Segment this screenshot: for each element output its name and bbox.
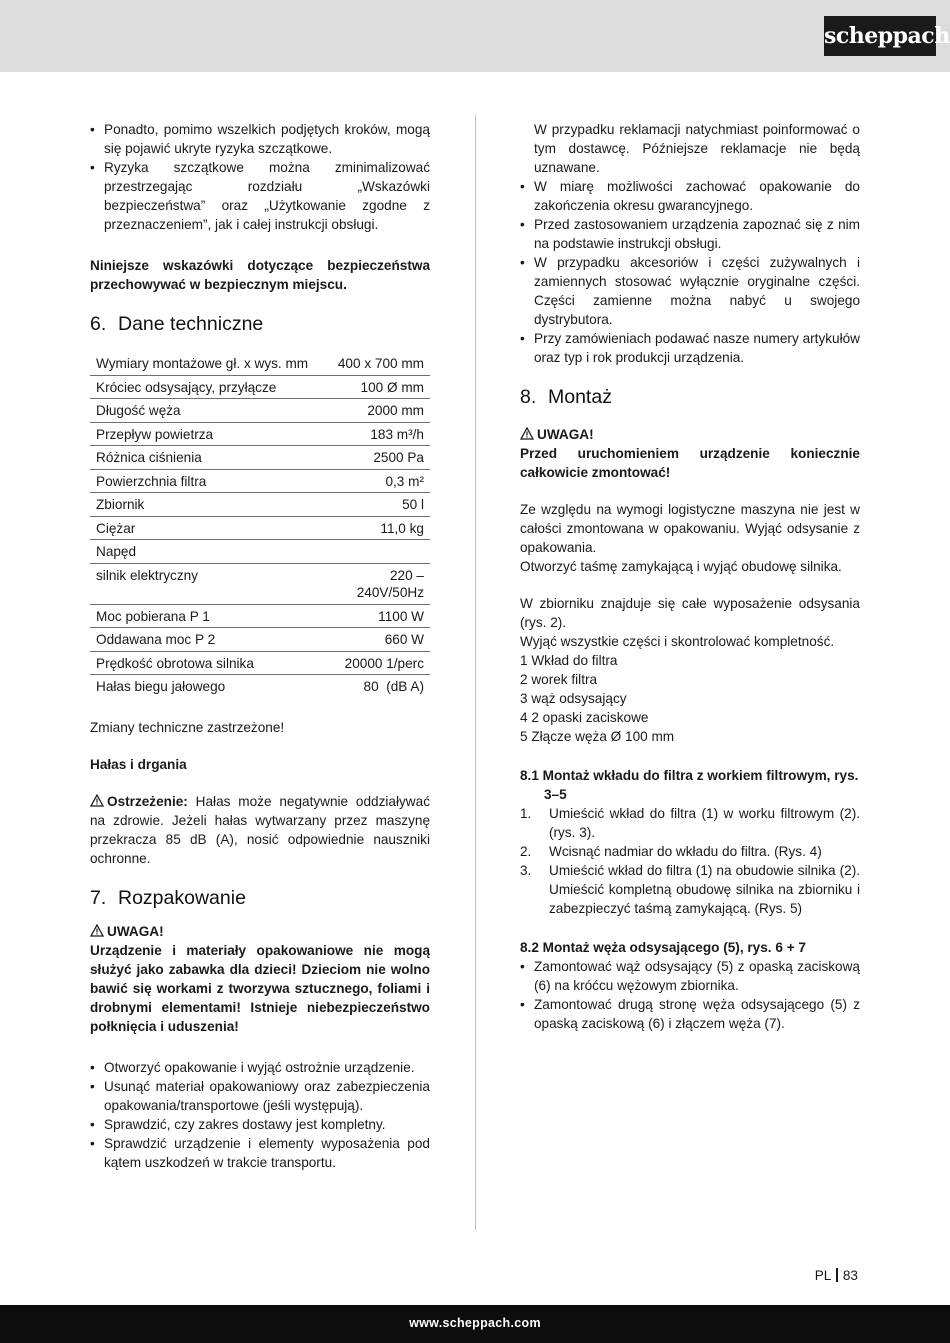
list-item: • Sprawdzić urządzenie i elementy wyposażenia pod kątem uszkodzeń w trakcie transportu. [90, 1134, 430, 1172]
assembly-paragraph: Ze względu na wymogi logistyczne maszyna nie jest w całości zmontowana w opakowaniu. Wyjąć odsysanie z opakowania. [520, 502, 860, 555]
warning-triangle-icon [90, 924, 104, 937]
section-heading-8 [520, 385, 860, 409]
language-code: PL [814, 1268, 832, 1283]
spec-value: 50 l [402, 497, 424, 512]
list-item: 1 Wkład do filtra [520, 653, 618, 668]
spec-value: 11,0 kg [380, 520, 424, 536]
list-item: • Ryzyka szczątkowe można zminimalizować przestrzegając rozdziału „Wskazówki bezpieczeństwa” oraz „Użytkowanie zgodne z przeznaczeniem”, jak i całej instrukcji obsługi. [90, 158, 430, 234]
warning-triangle-icon [90, 794, 104, 807]
changes-note: Zmiany techniczne zastrzeżone! [90, 719, 285, 735]
subsection-heading-8-1: 8.1 Montaż wkładu do filtra z workiem filtrowym, rys. 3–5 [520, 768, 859, 802]
warning-title: UWAGA! [107, 923, 164, 939]
section-heading-6 [90, 312, 430, 336]
safety-keep-note: Niniejsze wskazówki dotyczące bezpieczeństwa przechowywać w bezpiecznym miejscu. [90, 258, 430, 292]
section-number: 8. [520, 386, 537, 408]
parts-list [520, 651, 860, 746]
warning-title: UWAGA! [537, 427, 594, 442]
table-row [90, 651, 430, 675]
table-row [90, 604, 430, 628]
section-heading-7 [90, 886, 430, 910]
noise-heading: Hałas i drgania [90, 756, 187, 772]
spec-label: Prędkość obrotowa silnika [96, 655, 254, 671]
page-number [815, 1266, 858, 1285]
warning-heading [520, 425, 860, 444]
table-row [90, 422, 430, 446]
page-separator [836, 1268, 838, 1282]
column-divider [475, 115, 476, 1230]
table-row [90, 493, 430, 517]
header-band [0, 0, 950, 72]
list-item: • Zamontować drugą stronę węża odsysającego (5) z opaską zaciskową (6) i złączem węża (7). [520, 995, 860, 1033]
list-item: • Otworzyć opakowanie i wyjąć ostrożnie urządzenie. [90, 1058, 430, 1077]
spec-label: Powierzchnia filtra [96, 473, 207, 489]
warning-text: Hałas może negatywnie oddziaływać na zdrowie. Jeżeli hałas wytwarzany przez maszynę przekracza 85 dB (A), nosić odpowiednie nauszniki ochronne. [90, 793, 430, 866]
spec-label: Różnica ciśnienia [96, 450, 202, 465]
table-row [90, 375, 430, 399]
spec-value: 20000 1/perc [344, 655, 424, 671]
assembly-warning: Przed uruchomieniem urządzenie koniecznie całkowicie zmontować! [520, 446, 860, 480]
list-item: • Sprawdzić, czy zakres dostawy jest kompletny. [90, 1115, 430, 1134]
filter-steps [520, 804, 860, 918]
packaging-list [520, 177, 860, 367]
list-item: 4 2 opaski zaciskowe [520, 710, 649, 725]
spec-label: Napęd [96, 544, 137, 559]
spec-value: 183 m³/h [370, 426, 424, 442]
spec-value: 80 (dB A) [363, 679, 424, 694]
table-row [90, 628, 430, 652]
list-item: 3 wąż odsysający [520, 691, 627, 706]
child-safety-warning: Urządzenie i materiały opakowaniowe nie mogą służyć jako zabawka dla dzieci! Dzieciom nie wolno bawić się workami z tworzywa sztucznego, foliami i drobnymi elementami! Istnieje niebezpieczeństwo połknięcia i uduszenia! [90, 942, 430, 1034]
list-item [520, 804, 860, 842]
warning-label: Ostrzeżenie: [107, 793, 188, 809]
section-title: Dane techniczne [118, 313, 264, 335]
table-row [90, 446, 430, 470]
spec-value: 2000 mm [367, 403, 424, 418]
list-item: 2 worek filtra [520, 672, 598, 687]
unpacking-list [90, 1058, 430, 1172]
list-item: • Ponadto, pomimo wszelkich podjętych kroków, mogą się pojawić ukryte ryzyka szczątkowe. [90, 120, 430, 158]
assembly-paragraph: W zbiorniku znajduje się całe wyposażenie odsysania (rys. 2). [520, 596, 860, 630]
section-number: 6. [90, 313, 107, 335]
spec-label: Króciec odsysający, przyłącze [96, 379, 277, 395]
spec-label: Ciężar [96, 520, 136, 536]
spec-label: Przepływ powietrza [96, 426, 214, 442]
footer-url: www.scheppach.com [409, 1316, 541, 1330]
spec-label: Zbiornik [96, 497, 145, 512]
list-item [520, 842, 860, 861]
spec-value: 400 x 700 mm [337, 356, 424, 371]
spec-value: 1100 W [378, 608, 424, 624]
spec-label: Oddawana moc P 2 [96, 632, 216, 647]
spec-value: 0,3 m² [385, 473, 424, 489]
section-title: Rozpakowanie [118, 886, 246, 909]
table-row [90, 540, 430, 564]
residual-risk-list [90, 120, 430, 234]
table-row [90, 563, 430, 604]
left-column [90, 120, 430, 1172]
step-number: 1. [520, 806, 532, 821]
spec-label: Hałas biegu jałowego [96, 679, 226, 694]
spec-value [332, 540, 430, 564]
spec-value: 660 W [384, 632, 424, 647]
list-item: • W przypadku akcesoriów i części zużywalnych i zamiennych stosować wyłącznie oryginalne części. Części zamienne można nabyć u swojego dystrybutora. [520, 253, 860, 329]
step-number: 3. [520, 863, 532, 878]
subsection-heading-8-2: 8.2 Montaż węża odsysającego (5), rys. 6 + 7 [520, 940, 806, 955]
spec-value: 2500 Pa [373, 450, 424, 465]
step-text: Umieścić wkład do filtra (1) na obudowie silnika (2). Umieścić kompletną obudowę silnika na zbiorniku i zabezpieczyć taśmą zamykającą. (Rys. 5) [549, 863, 860, 916]
table-row [90, 469, 430, 493]
warning-heading [90, 922, 430, 941]
list-item: • Usunąć materiał opakowaniowy oraz zabezpieczenia opakowania/transportowe (jeśli występują). [90, 1077, 430, 1115]
list-item: • Przy zamówieniach podawać nasze numery artykułów oraz typ i rok produkcji urządzenia. [520, 329, 860, 367]
brand-logo: scheppach [824, 16, 936, 56]
right-column [520, 120, 860, 1033]
page-number-value: 83 [842, 1268, 858, 1283]
section-title: Montaż [548, 386, 612, 408]
spec-label: Moc pobierana P 1 [96, 608, 210, 624]
step-number: 2. [520, 844, 532, 859]
assembly-paragraph: Wyjąć wszystkie części i skontrolować kompletność. [520, 634, 835, 649]
list-item: • Przed zastosowaniem urządzenia zapoznać się z nim na podstawie instrukcji obsługi. [520, 215, 860, 253]
warning-triangle-icon [520, 427, 534, 440]
noise-warning [90, 792, 430, 868]
table-row [90, 516, 430, 540]
section-number: 7. [90, 886, 107, 909]
spec-value: 220 – 240V/50Hz [356, 567, 424, 600]
step-text: Umieścić wkład do filtra (1) w worku filtrowym (2). (rys. 3). [549, 806, 860, 840]
assembly-paragraph: Otworzyć taśmę zamykającą i wyjąć obudowę silnika. [520, 559, 842, 574]
hose-steps [520, 957, 860, 1033]
spec-value: 100 Ø mm [360, 379, 424, 395]
footer-band [0, 1305, 950, 1343]
list-item [520, 861, 860, 918]
table-row [90, 352, 430, 375]
list-item: • Zamontować wąż odsysający (5) z opaską zaciskową (6) na króćcu wężowym zbiornika. [520, 957, 860, 995]
complaint-text: W przypadku reklamacji natychmiast poinformować o tym dostawcę. Późniejsze reklamacje nie będą uznawane. [534, 122, 860, 175]
step-text: Wcisnąć nadmiar do wkładu do filtra. (Rys. 4) [549, 844, 822, 859]
list-item: 5 Złącze węża Ø 100 mm [520, 729, 675, 744]
spec-label: Wymiary montażowe gł. x wys. mm [96, 356, 309, 371]
table-row [90, 399, 430, 423]
list-item: • W miarę możliwości zachować opakowanie do zakończenia okresu gwarancyjnego. [520, 177, 860, 215]
table-row [90, 675, 430, 698]
spec-label: Długość węża [96, 403, 181, 418]
spec-label: silnik elektryczny [96, 567, 198, 583]
technical-data-table [90, 352, 430, 698]
